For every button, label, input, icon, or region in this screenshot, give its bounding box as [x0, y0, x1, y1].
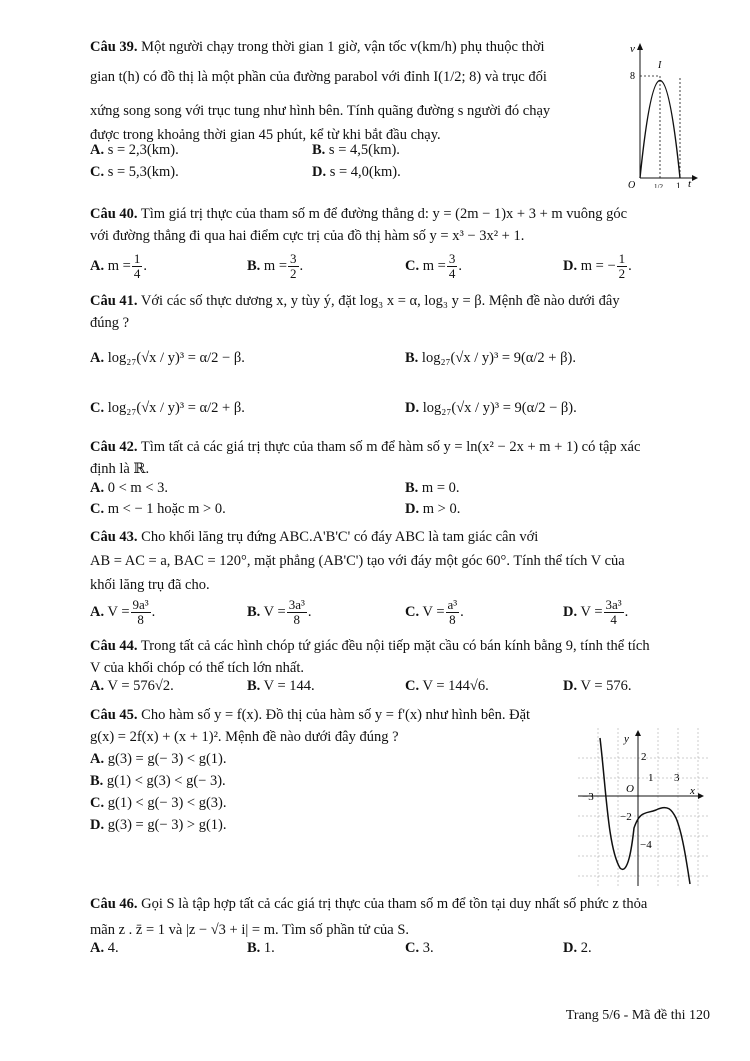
option-c[interactable]: C. 3. [405, 940, 434, 956]
option-d[interactable]: D. 2. [563, 940, 592, 956]
question-text: Tìm tất cả các giá trị thực của tham số m để hàm số y = ln(x² − 2x + m + 1) có tập xác [140, 439, 641, 455]
question-text: đúng ? [90, 315, 130, 331]
question-text: Trong tất cả các hình chóp tứ giác đều nội tiếp mặt cầu có bán kính bằng 9, tính thể tích [140, 638, 650, 654]
origin-label: O [628, 180, 636, 188]
tick-minus-3: −3 [582, 791, 594, 803]
option-b[interactable]: B. m = 0. [405, 480, 460, 496]
question-text: Cho hàm số y = f(x). Đồ thị của hàm số y = f'(x) như hình bên. Đặt [141, 707, 531, 723]
question-text: xứng song song với trục tung như hình bên. Tính quãng đường s người đó chạy [90, 103, 551, 119]
origin-label: O [626, 783, 634, 795]
tick-1: 1 [648, 772, 654, 784]
question-text: định là ℝ. [90, 461, 150, 477]
question-text: với đường thẳng đi qua hai điểm cực trị của đồ thị hàm số y = x³ − 3x² + 1. [90, 228, 525, 244]
y-tick-8: 8 [630, 71, 635, 82]
question-label: Câu 39. [90, 39, 138, 55]
vertex-label: I [658, 60, 662, 71]
question-text: Tìm giá trị thực của tham số m để đường thẳng d: y = (2m − 1)x + 3 + m vuông góc [140, 206, 628, 222]
option-c[interactable]: C. V = 144√6. [405, 678, 489, 694]
option-d[interactable]: D. g(3) = g(− 3) > g(1). [90, 817, 227, 833]
option-d[interactable]: D. V = 576. [563, 678, 632, 694]
question-43 [90, 526, 710, 596]
option-c[interactable]: C. m = $\frac{3}{4}$ . [405, 251, 462, 281]
option-b[interactable]: B. g(1) < g(3) < g(− 3). [90, 773, 226, 789]
question-text: mãn z . z̄ = 1 và |z − √3 + i| = m. Tìm số phần tử của S. [90, 922, 410, 938]
option-a[interactable]: A. V = 576√2. [90, 678, 174, 694]
question-44 [90, 635, 710, 679]
option-d[interactable]: D. log₂₇(√x / y)³ = 9(α/2 − β). [405, 400, 577, 416]
question-text: được trong khoảng thời gian 45 phút, kể từ khi bắt đầu chạy. [90, 127, 441, 143]
option-a[interactable]: A. g(3) = g(− 3) < g(1). [90, 751, 227, 767]
option-a[interactable]: A. 0 < m < 3. [90, 480, 168, 496]
velocity-parabola-graph [620, 38, 700, 188]
option-d[interactable]: D. m > 0. [405, 501, 461, 517]
option-b[interactable]: B. 1. [247, 940, 275, 956]
option-b[interactable]: B. V = 144. [247, 678, 315, 694]
option-a[interactable]: A. s = 2,3(km). [90, 142, 179, 158]
tick-minus-4: −4 [640, 839, 652, 851]
question-42 [90, 436, 710, 480]
option-c[interactable]: C. V = $\frac{\text{a³}}{8}$ . [405, 597, 464, 627]
question-label: Câu 43. [90, 529, 138, 545]
question-39 [90, 36, 620, 146]
x-tick-1: 1 [676, 181, 681, 188]
tick-minus-2: −2 [620, 811, 632, 823]
tick-3: 3 [674, 772, 680, 784]
option-a[interactable]: A. 4. [90, 940, 119, 956]
option-b[interactable]: B. s = 4,5(km). [312, 142, 400, 158]
option-c[interactable]: C. log₂₇(√x / y)³ = α/2 + β. [90, 400, 245, 416]
option-d[interactable]: D. V = $\frac{\text{3a³}}{4}$ . [563, 597, 629, 627]
option-c[interactable]: C. m < − 1 hoặc m > 0. [90, 501, 226, 517]
tick-2: 2 [641, 751, 647, 763]
question-text: g(x) = 2f(x) + (x + 1)². Mệnh đề nào dưới đây đúng ? [90, 729, 399, 745]
question-text: Một người chạy trong thời gian 1 giờ, vận tốc v(km/h) phụ thuộc thời [141, 39, 545, 55]
page-footer: Trang 5/6 - Mã đề thi 120 [565, 1008, 710, 1023]
option-a[interactable]: A. log₂₇(√x / y)³ = α/2 − β. [90, 350, 245, 366]
derivative-graph [578, 728, 708, 886]
option-c[interactable]: C. g(1) < g(− 3) < g(3). [90, 795, 227, 811]
question-41 [90, 290, 710, 334]
question-text: Với các số thực dương x, y tùy ý, đặt log₃ x = α, log₃ y = β. Mệnh đề nào dưới đây [140, 293, 620, 309]
question-40 [90, 203, 710, 247]
option-c[interactable]: C. s = 5,3(km). [90, 164, 179, 180]
question-label: Câu 44. [90, 638, 138, 654]
question-text: gian t(h) có đồ thị là một phần của đường parabol với đỉnh I(1/2; 8) và trục đối [90, 69, 547, 85]
question-text: khối lăng trụ đã cho. [90, 577, 210, 593]
y-axis-label: y [624, 733, 629, 745]
question-label: Câu 45. [90, 707, 138, 723]
option-b[interactable]: B. V = $\frac{\text{3a³}}{8}$ . [247, 597, 312, 627]
question-text: V của khối chóp có thể tích lớn nhất. [90, 660, 304, 676]
question-46 [90, 893, 710, 941]
x-axis-label: x [690, 785, 695, 797]
question-label: Câu 40. [90, 206, 138, 222]
option-a[interactable]: A. V = $\frac{\text{9a³}}{8}$ . [90, 597, 156, 627]
option-d[interactable]: D. s = 4,0(km). [312, 164, 401, 180]
question-label: Câu 42. [90, 439, 138, 455]
axis-t-label: t [688, 178, 692, 188]
question-text: Cho khối lăng trụ đứng ABC.A'B'C' có đáy ABC là tam giác cân với [141, 529, 539, 545]
option-b[interactable]: B. m = $\frac{3}{2}$ . [247, 251, 304, 281]
option-a[interactable]: A. m = $\frac{1}{4}$ . [90, 251, 147, 281]
x-tick-half: 1/2 [654, 183, 663, 188]
question-text: AB = AC = a, BAC = 120°, mặt phẳng (AB'C') tạo với đáy một góc 60°. Tính thể tích V của [90, 553, 625, 569]
question-label: Câu 46. [90, 896, 138, 912]
option-d[interactable]: D. m = − $\frac{1}{2}$ . [563, 251, 632, 281]
axis-v-label: v [630, 43, 635, 55]
question-label: Câu 41. [90, 293, 138, 309]
question-text: Gọi S là tập hợp tất cả các giá trị thực của tham số m để tồn tại duy nhất số phức z thỏa [141, 896, 648, 912]
option-b[interactable]: B. log₂₇(√x / y)³ = 9(α/2 + β). [405, 350, 576, 366]
